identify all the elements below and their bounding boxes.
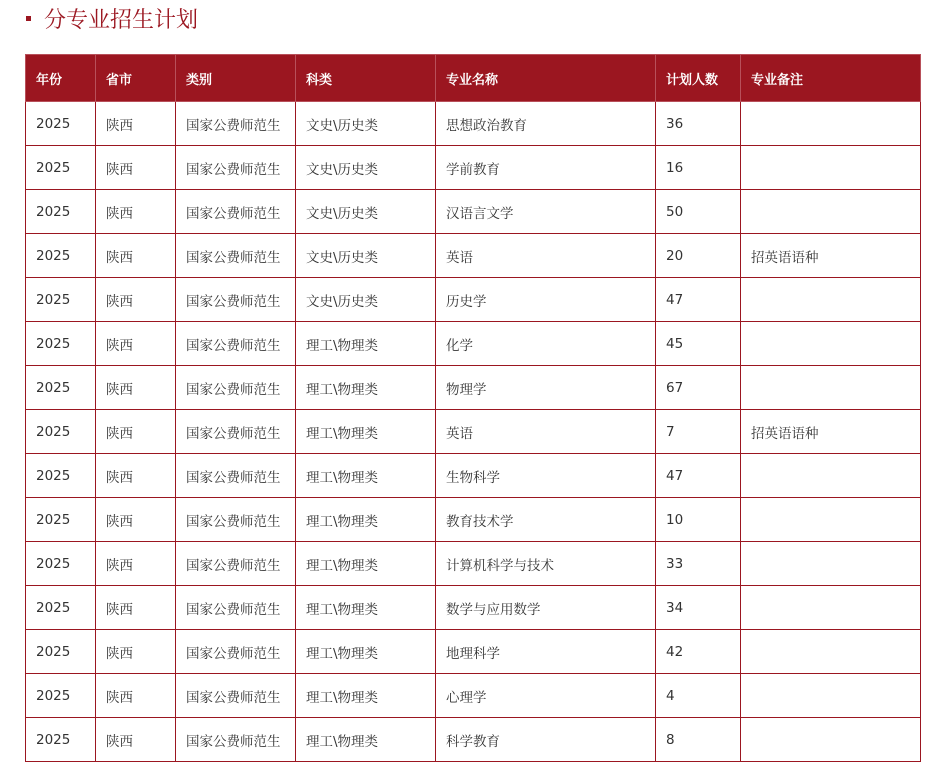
cell-plan-count: 50 — [656, 190, 741, 234]
cell-major-name: 学前教育 — [436, 146, 656, 190]
cell-major-name: 计算机科学与技术 — [436, 542, 656, 586]
header-province: 省市 — [96, 55, 176, 102]
cell-plan-count: 10 — [656, 498, 741, 542]
table-row — [26, 102, 921, 146]
cell-subject-type: 文史\历史类 — [296, 234, 436, 278]
cell-subject-type: 理工\物理类 — [296, 586, 436, 630]
table-row — [26, 234, 921, 278]
cell-category: 国家公费师范生 — [176, 278, 296, 322]
cell-year: 2025 — [26, 542, 96, 586]
cell-major-note — [741, 454, 921, 498]
cell-year: 2025 — [26, 278, 96, 322]
cell-major-name: 汉语言文学 — [436, 190, 656, 234]
cell-province: 陕西 — [96, 322, 176, 366]
cell-category: 国家公费师范生 — [176, 542, 296, 586]
cell-plan-count: 36 — [656, 102, 741, 146]
cell-plan-count: 4 — [656, 674, 741, 718]
cell-plan-count: 8 — [656, 718, 741, 762]
section-header — [0, 0, 930, 54]
cell-subject-type: 理工\物理类 — [296, 498, 436, 542]
table-row — [26, 718, 921, 762]
cell-province: 陕西 — [96, 630, 176, 674]
cell-subject-type: 理工\物理类 — [296, 366, 436, 410]
cell-year: 2025 — [26, 322, 96, 366]
table-row — [26, 322, 921, 366]
cell-category: 国家公费师范生 — [176, 630, 296, 674]
cell-plan-count: 42 — [656, 630, 741, 674]
cell-major-name: 物理学 — [436, 366, 656, 410]
cell-province: 陕西 — [96, 454, 176, 498]
cell-year: 2025 — [26, 102, 96, 146]
cell-plan-count: 7 — [656, 410, 741, 454]
title-marker-icon — [26, 16, 31, 21]
cell-province: 陕西 — [96, 190, 176, 234]
cell-plan-count: 47 — [656, 454, 741, 498]
cell-province: 陕西 — [96, 278, 176, 322]
cell-major-name: 科学教育 — [436, 718, 656, 762]
cell-subject-type: 理工\物理类 — [296, 410, 436, 454]
cell-plan-count: 33 — [656, 542, 741, 586]
table-row — [26, 586, 921, 630]
cell-category: 国家公费师范生 — [176, 146, 296, 190]
cell-province: 陕西 — [96, 146, 176, 190]
cell-province: 陕西 — [96, 410, 176, 454]
cell-major-note — [741, 102, 921, 146]
cell-year: 2025 — [26, 674, 96, 718]
cell-major-note — [741, 278, 921, 322]
cell-plan-count: 45 — [656, 322, 741, 366]
cell-major-note: 招英语语种 — [741, 234, 921, 278]
table-row — [26, 498, 921, 542]
cell-subject-type: 理工\物理类 — [296, 542, 436, 586]
cell-major-note — [741, 322, 921, 366]
cell-province: 陕西 — [96, 586, 176, 630]
table-row — [26, 190, 921, 234]
table-row — [26, 454, 921, 498]
cell-province: 陕西 — [96, 102, 176, 146]
cell-major-note — [741, 146, 921, 190]
cell-category: 国家公费师范生 — [176, 322, 296, 366]
header-major-name: 专业名称 — [436, 55, 656, 102]
cell-major-name: 生物科学 — [436, 454, 656, 498]
cell-plan-count: 20 — [656, 234, 741, 278]
cell-year: 2025 — [26, 718, 96, 762]
cell-major-name: 英语 — [436, 410, 656, 454]
cell-year: 2025 — [26, 410, 96, 454]
table-row — [26, 630, 921, 674]
header-subject-type: 科类 — [296, 55, 436, 102]
cell-major-note: 招英语语种 — [741, 410, 921, 454]
cell-subject-type: 理工\物理类 — [296, 630, 436, 674]
cell-subject-type: 理工\物理类 — [296, 322, 436, 366]
cell-year: 2025 — [26, 366, 96, 410]
cell-category: 国家公费师范生 — [176, 498, 296, 542]
cell-major-name: 数学与应用数学 — [436, 586, 656, 630]
cell-major-note — [741, 366, 921, 410]
cell-category: 国家公费师范生 — [176, 410, 296, 454]
table-header-row — [26, 55, 921, 102]
page-title: 分专业招生计划 — [44, 8, 199, 33]
cell-category: 国家公费师范生 — [176, 674, 296, 718]
cell-major-note — [741, 542, 921, 586]
cell-province: 陕西 — [96, 366, 176, 410]
cell-subject-type: 理工\物理类 — [296, 718, 436, 762]
table-row — [26, 410, 921, 454]
cell-major-note — [741, 674, 921, 718]
cell-subject-type: 文史\历史类 — [296, 278, 436, 322]
cell-year: 2025 — [26, 454, 96, 498]
cell-category: 国家公费师范生 — [176, 234, 296, 278]
cell-province: 陕西 — [96, 542, 176, 586]
cell-major-note — [741, 718, 921, 762]
cell-subject-type: 理工\物理类 — [296, 674, 436, 718]
cell-year: 2025 — [26, 234, 96, 278]
header-plan-count: 计划人数 — [656, 55, 741, 102]
table-body — [26, 102, 921, 762]
cell-major-name: 教育技术学 — [436, 498, 656, 542]
cell-plan-count: 16 — [656, 146, 741, 190]
cell-major-note — [741, 630, 921, 674]
table-row — [26, 674, 921, 718]
cell-major-name: 化学 — [436, 322, 656, 366]
enrollment-plan-table — [25, 54, 921, 762]
cell-province: 陕西 — [96, 718, 176, 762]
cell-year: 2025 — [26, 190, 96, 234]
cell-province: 陕西 — [96, 234, 176, 278]
cell-province: 陕西 — [96, 674, 176, 718]
cell-plan-count: 34 — [656, 586, 741, 630]
cell-subject-type: 理工\物理类 — [296, 454, 436, 498]
cell-major-name: 历史学 — [436, 278, 656, 322]
cell-category: 国家公费师范生 — [176, 102, 296, 146]
cell-major-name: 英语 — [436, 234, 656, 278]
cell-category: 国家公费师范生 — [176, 366, 296, 410]
header-category: 类别 — [176, 55, 296, 102]
header-year: 年份 — [26, 55, 96, 102]
cell-major-name: 心理学 — [436, 674, 656, 718]
cell-major-note — [741, 586, 921, 630]
table-row — [26, 278, 921, 322]
cell-year: 2025 — [26, 146, 96, 190]
table-row — [26, 542, 921, 586]
cell-subject-type: 文史\历史类 — [296, 102, 436, 146]
cell-plan-count: 67 — [656, 366, 741, 410]
header-major-note: 专业备注 — [741, 55, 921, 102]
cell-major-note — [741, 190, 921, 234]
cell-subject-type: 文史\历史类 — [296, 146, 436, 190]
table-row — [26, 146, 921, 190]
cell-category: 国家公费师范生 — [176, 586, 296, 630]
cell-major-name: 地理科学 — [436, 630, 656, 674]
cell-category: 国家公费师范生 — [176, 718, 296, 762]
cell-year: 2025 — [26, 498, 96, 542]
cell-major-note — [741, 498, 921, 542]
cell-province: 陕西 — [96, 498, 176, 542]
cell-category: 国家公费师范生 — [176, 454, 296, 498]
cell-year: 2025 — [26, 586, 96, 630]
table-row — [26, 366, 921, 410]
cell-year: 2025 — [26, 630, 96, 674]
cell-plan-count: 47 — [656, 278, 741, 322]
cell-category: 国家公费师范生 — [176, 190, 296, 234]
cell-subject-type: 文史\历史类 — [296, 190, 436, 234]
cell-major-name: 思想政治教育 — [436, 102, 656, 146]
